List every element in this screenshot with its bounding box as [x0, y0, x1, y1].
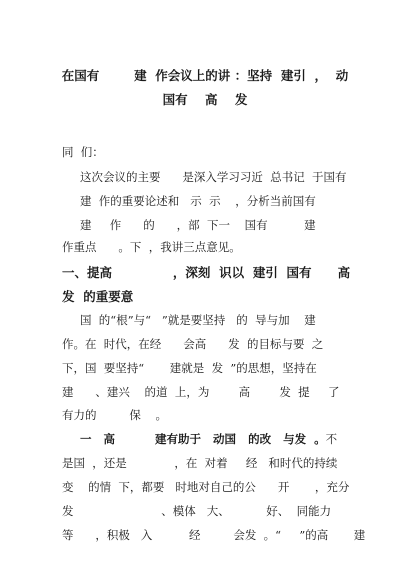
paragraph-1-line: 作重点 。下 ，我讲三点意见。 [62, 240, 241, 254]
paragraph-1-line: 建 作 的 ，部 下一 国有 建 [80, 218, 316, 232]
paragraph-2-line: 下，国 要坚持“ 建就是 发 ”的思想，坚持在 [62, 361, 317, 375]
section-heading-1: 一、提高 ，深刻 识以 建引 国有 高 [62, 265, 351, 280]
paragraph-1-line: 这次会议的主要 是深入学习习近 总书记 于国有 [80, 170, 347, 184]
paragraph-3-lead-tail: 不 [325, 432, 338, 446]
paragraph-3-line: 发 、模体 大、 好、 同能力 [62, 504, 332, 518]
document-title-line-2: 国有 高 发 [162, 92, 248, 107]
paragraph-2-line: 国 的“根”与“ ”就是要坚持 的 导与加 建 [80, 313, 316, 327]
paragraph-2-line: 建 、建兴 的道 上，为 高 发 提 了 [62, 385, 340, 399]
section-heading-1-cont: 发 的重要意 [62, 289, 134, 304]
paragraph-2-line: 有力的 保 。 [62, 408, 168, 422]
paragraph-1-line: 建 作的重要论述和 示 示 ，分析当前国有 [80, 194, 316, 208]
salutation: 同 们： [62, 145, 104, 159]
paragraph-3-line: 变 的情 下，都要 时地对自己的公 开 ，充分 [62, 480, 350, 494]
paragraph-3-bold-lead: 一 高 建有助于 动国 的改 与发 。 [80, 432, 326, 446]
document-title-line-1: 在国有 建 作会议上的讲 ：坚持 建引 ， 动 [61, 68, 349, 83]
paragraph-3-line: 是国 ，还是 ，在 对着 经 和时代的持续 [62, 456, 338, 470]
paragraph-2-line: 作。在 时代，在经 会高 发 的目标与要 之 [62, 337, 324, 351]
paragraph-3-line: 等 ，积极 入 经 会发 。“ ”的高 建 [62, 528, 366, 542]
paragraph-3-first-line [80, 432, 410, 446]
